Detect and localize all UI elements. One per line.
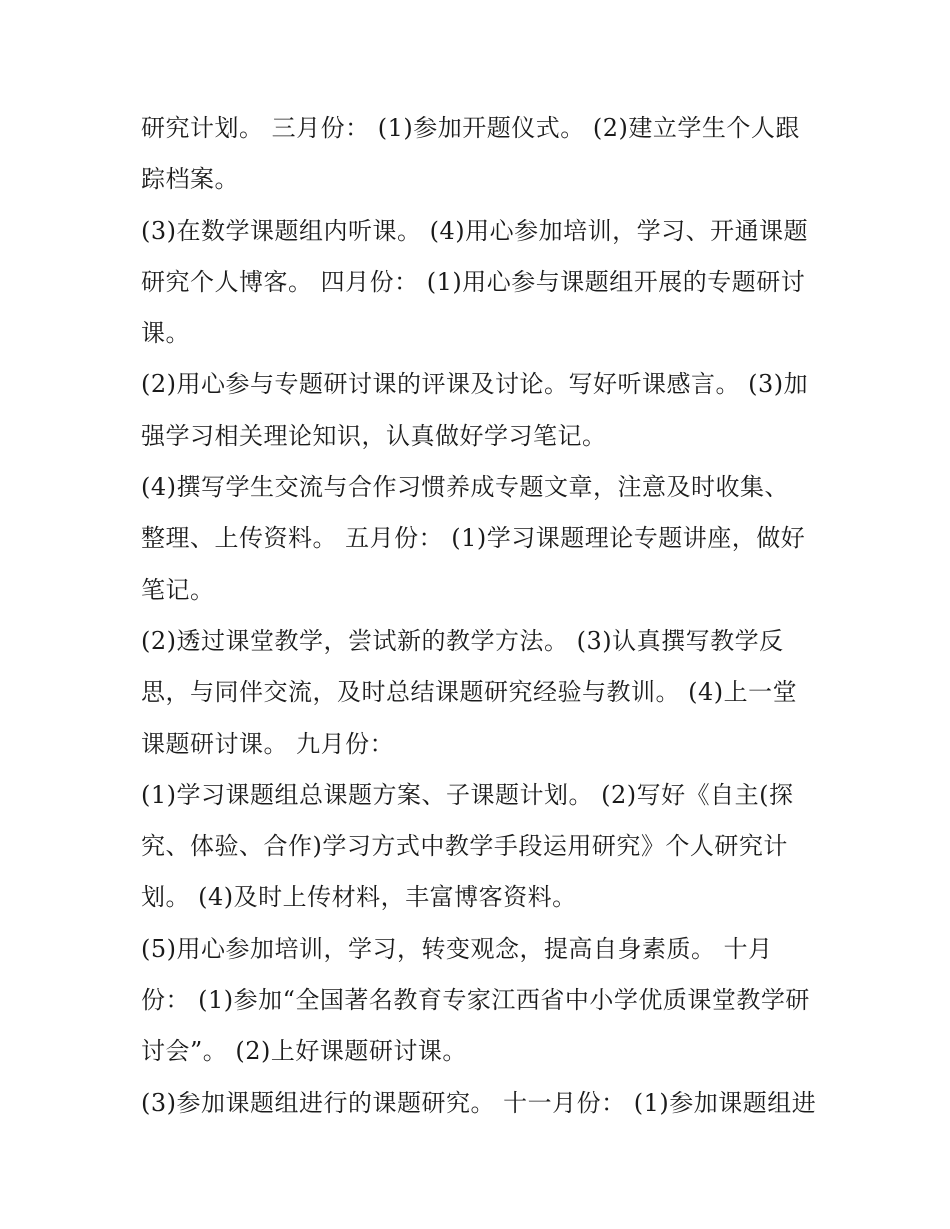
text-line: (5)用心参加培训，学习，转变观念，提高自身素质。 十月 [141,934,773,963]
text-line: (4)撰写学生交流与合作习惯养成专题文章，注意及时收集、 [141,473,789,502]
text-line: 课题研讨课。 九月份： [141,729,395,758]
text-line: 踪档案。 [141,165,239,194]
text-line: 讨会”。 (2)上好课题研讨课。 [141,1037,467,1066]
text-line: (1)学习课题组总课题方案、子课题计划。 (2)写好《自主(探 [141,780,794,809]
text-line: 划。 (4)及时上传材料，丰富博客资料。 [141,883,577,912]
text-line: 份： (1)参加“全国著名教育专家江西省中小学优质课堂教学研 [141,986,810,1015]
text-line: (2)透过课堂教学，尝试新的教学方法。 (3)认真撰写教学反 [141,626,784,655]
text-line: 整理、上传资料。 五月份： (1)学习课题理论专题讲座，做好 [141,524,806,553]
text-line: (2)用心参与专题研讨课的评课及讨论。写好听课感言。 (3)加 [141,370,809,399]
text-line: 研究个人博客。 四月份： (1)用心参与课题组开展的专题研讨 [141,267,806,296]
text-line: 研究计划。 三月份： (1)参加开题仪式。 (2)建立学生个人跟 [141,114,800,142]
text-line: 思，与同伴交流，及时总结课题研究经验与教训。 (4)上一堂 [141,678,798,707]
text-line: (3)参加课题组进行的课题研究。 十一月份： (1)参加课题组进 [141,1088,817,1117]
text-line: 究、体验、合作)学习方式中教学手段运用研究》个人研究计 [141,832,788,861]
text-line: 笔记。 [141,575,215,604]
text-line: (3)在数学课题组内听课。 (4)用心参加培训，学习、开通课题 [141,216,809,245]
text-line: 课。 [141,319,190,348]
text-line: 强学习相关理论知识，认真做好学习笔记。 [141,421,607,450]
document-body [141,103,821,1129]
